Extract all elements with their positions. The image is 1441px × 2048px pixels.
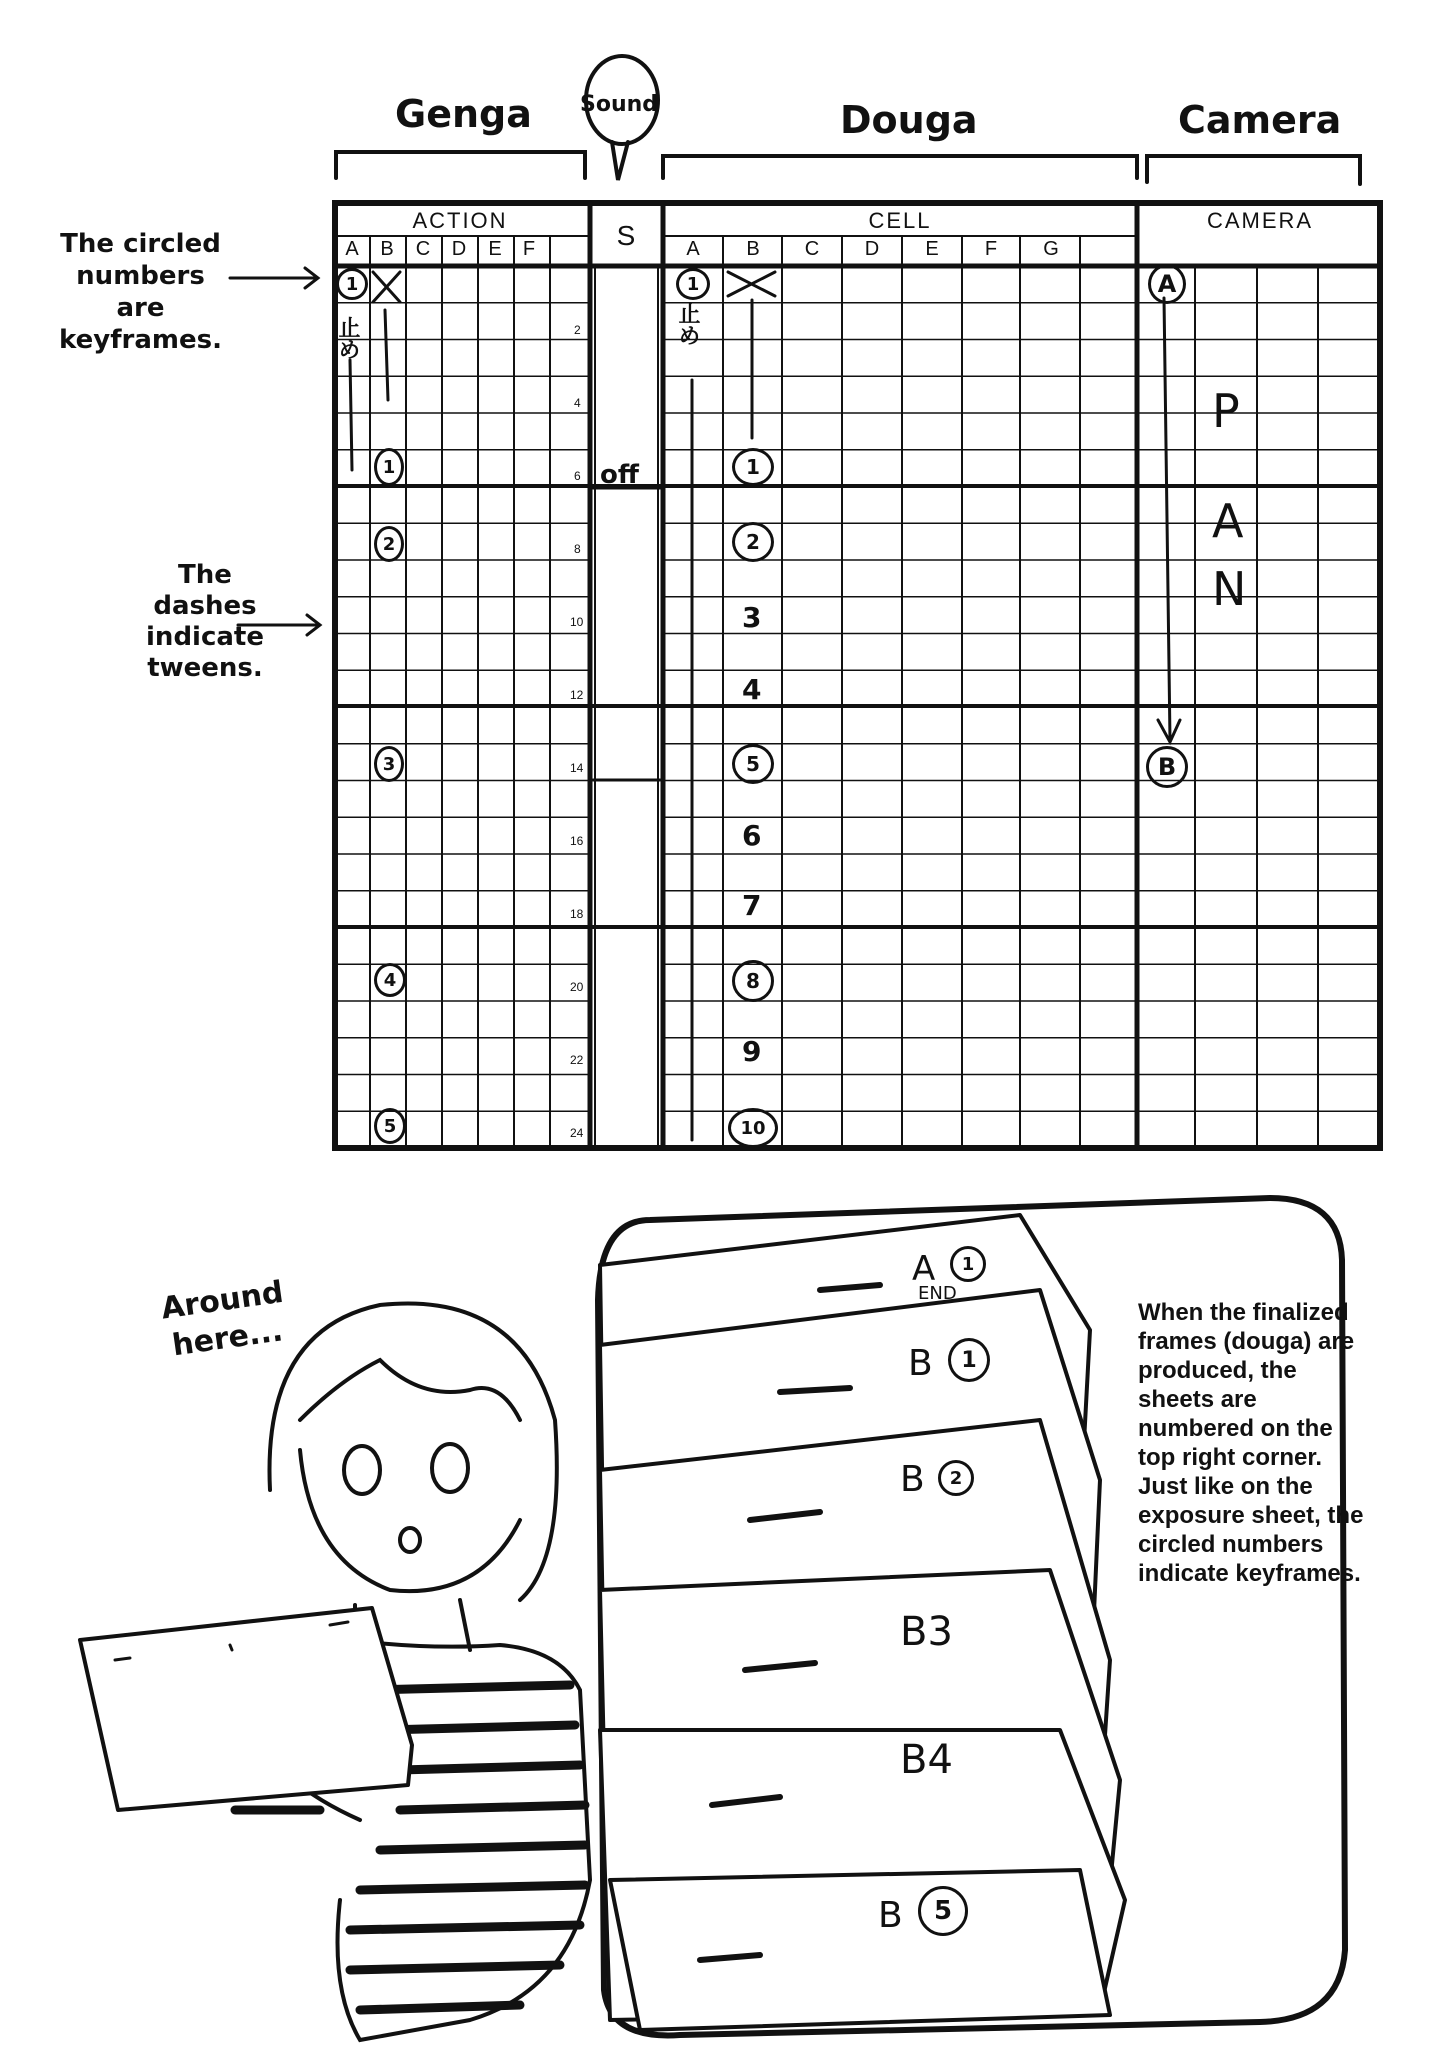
cell-col-f: F [984, 238, 998, 260]
explanation-text: When the finalized frames (douga) are produced, the sheets are numbered on the top right corner. Just like on the exposure sheet, the circled numbers indicate keyframes. [1138, 1299, 1364, 1587]
keyframes-annotation: The circled numbers are keyframes. [59, 229, 222, 355]
around-here-text: Around here... [159, 1274, 286, 1364]
action-col-b: B [380, 238, 394, 260]
action-key-1b: 1 [374, 448, 404, 486]
douga-header: Douga [840, 98, 978, 142]
cell-label: CELL [868, 208, 932, 233]
sound-off-mark: off [600, 460, 639, 490]
sheet-key-b5: 5 [918, 1886, 968, 1936]
sheet-label-a: A [912, 1249, 936, 1289]
row-number: 18 [570, 907, 584, 921]
sheet-label-b1: B [908, 1343, 933, 1384]
camera-label: CAMERA [1206, 208, 1314, 233]
row-number: 14 [570, 761, 584, 775]
cell-col-g: G [1043, 238, 1059, 260]
sheet-label-b2: B [900, 1459, 925, 1500]
action-hold-mark: 止め [335, 316, 360, 360]
sheet-key-a1: 1 [950, 1246, 986, 1282]
sheet-label-end: END [918, 1283, 957, 1304]
action-key-4: 4 [374, 963, 406, 997]
action-label: ACTION [412, 208, 508, 233]
sheet-label-b5: B [878, 1895, 903, 1936]
row-number: 8 [574, 542, 581, 556]
camera-header: Camera [1178, 98, 1342, 142]
cell-tween-4: 4 [742, 673, 762, 706]
sheet-label-b4: B4 [900, 1737, 953, 1783]
cell-hold-mark: 止め [675, 302, 700, 346]
row-number: 24 [570, 1126, 584, 1140]
cell-col-b: B [746, 238, 760, 260]
action-col-c: C [415, 238, 431, 260]
row-number: 16 [570, 834, 584, 848]
cell-key-2: 2 [732, 522, 774, 562]
action-col-f: F [522, 238, 536, 260]
cell-tween-7: 7 [742, 889, 762, 922]
cell-col-d: D [864, 238, 880, 260]
cell-key-5: 5 [732, 744, 774, 784]
tweens-annotation: The dashes indicate tweens. [146, 560, 264, 683]
camera-pan-a: A [1212, 494, 1244, 548]
cell-col-e: E [925, 238, 939, 260]
camera-key-b: B [1146, 746, 1188, 788]
action-col-d: D [451, 238, 467, 260]
action-key-3: 3 [374, 746, 404, 782]
action-key-2: 2 [374, 526, 404, 562]
row-number: 2 [574, 323, 581, 337]
action-col-a: A [345, 238, 359, 260]
cell-tween-6: 6 [742, 819, 762, 852]
cell-col-a: A [686, 238, 700, 260]
action-key-5: 5 [374, 1108, 406, 1144]
row-number: 20 [570, 980, 584, 994]
row-number: 10 [570, 615, 584, 629]
sheet-label-b3: B3 [900, 1609, 953, 1655]
cell-tween-9: 9 [742, 1035, 762, 1068]
sheet-key-b2: 2 [938, 1460, 974, 1496]
cell-tween-3: 3 [742, 601, 762, 634]
cell-key-1: 1 [732, 448, 774, 486]
cell-key-1-a: 1 [676, 268, 710, 300]
cell-key-8: 8 [732, 960, 774, 1002]
sheet-key-b1: 1 [948, 1338, 990, 1382]
action-key-1: 1 [336, 268, 368, 300]
row-number: 6 [574, 469, 581, 483]
genga-header: Genga [395, 92, 532, 136]
camera-pan-n: N [1212, 562, 1247, 616]
row-number: 4 [574, 396, 581, 410]
row-number: 22 [570, 1053, 584, 1067]
camera-pan-p: P [1212, 384, 1240, 438]
s-label: S [616, 220, 638, 251]
row-number: 12 [570, 688, 584, 702]
cell-col-c: C [804, 238, 820, 260]
cell-key-10: 10 [728, 1108, 778, 1148]
action-col-e: E [488, 238, 502, 260]
camera-key-a: A [1148, 264, 1186, 304]
sound-header: Sound [580, 92, 659, 117]
